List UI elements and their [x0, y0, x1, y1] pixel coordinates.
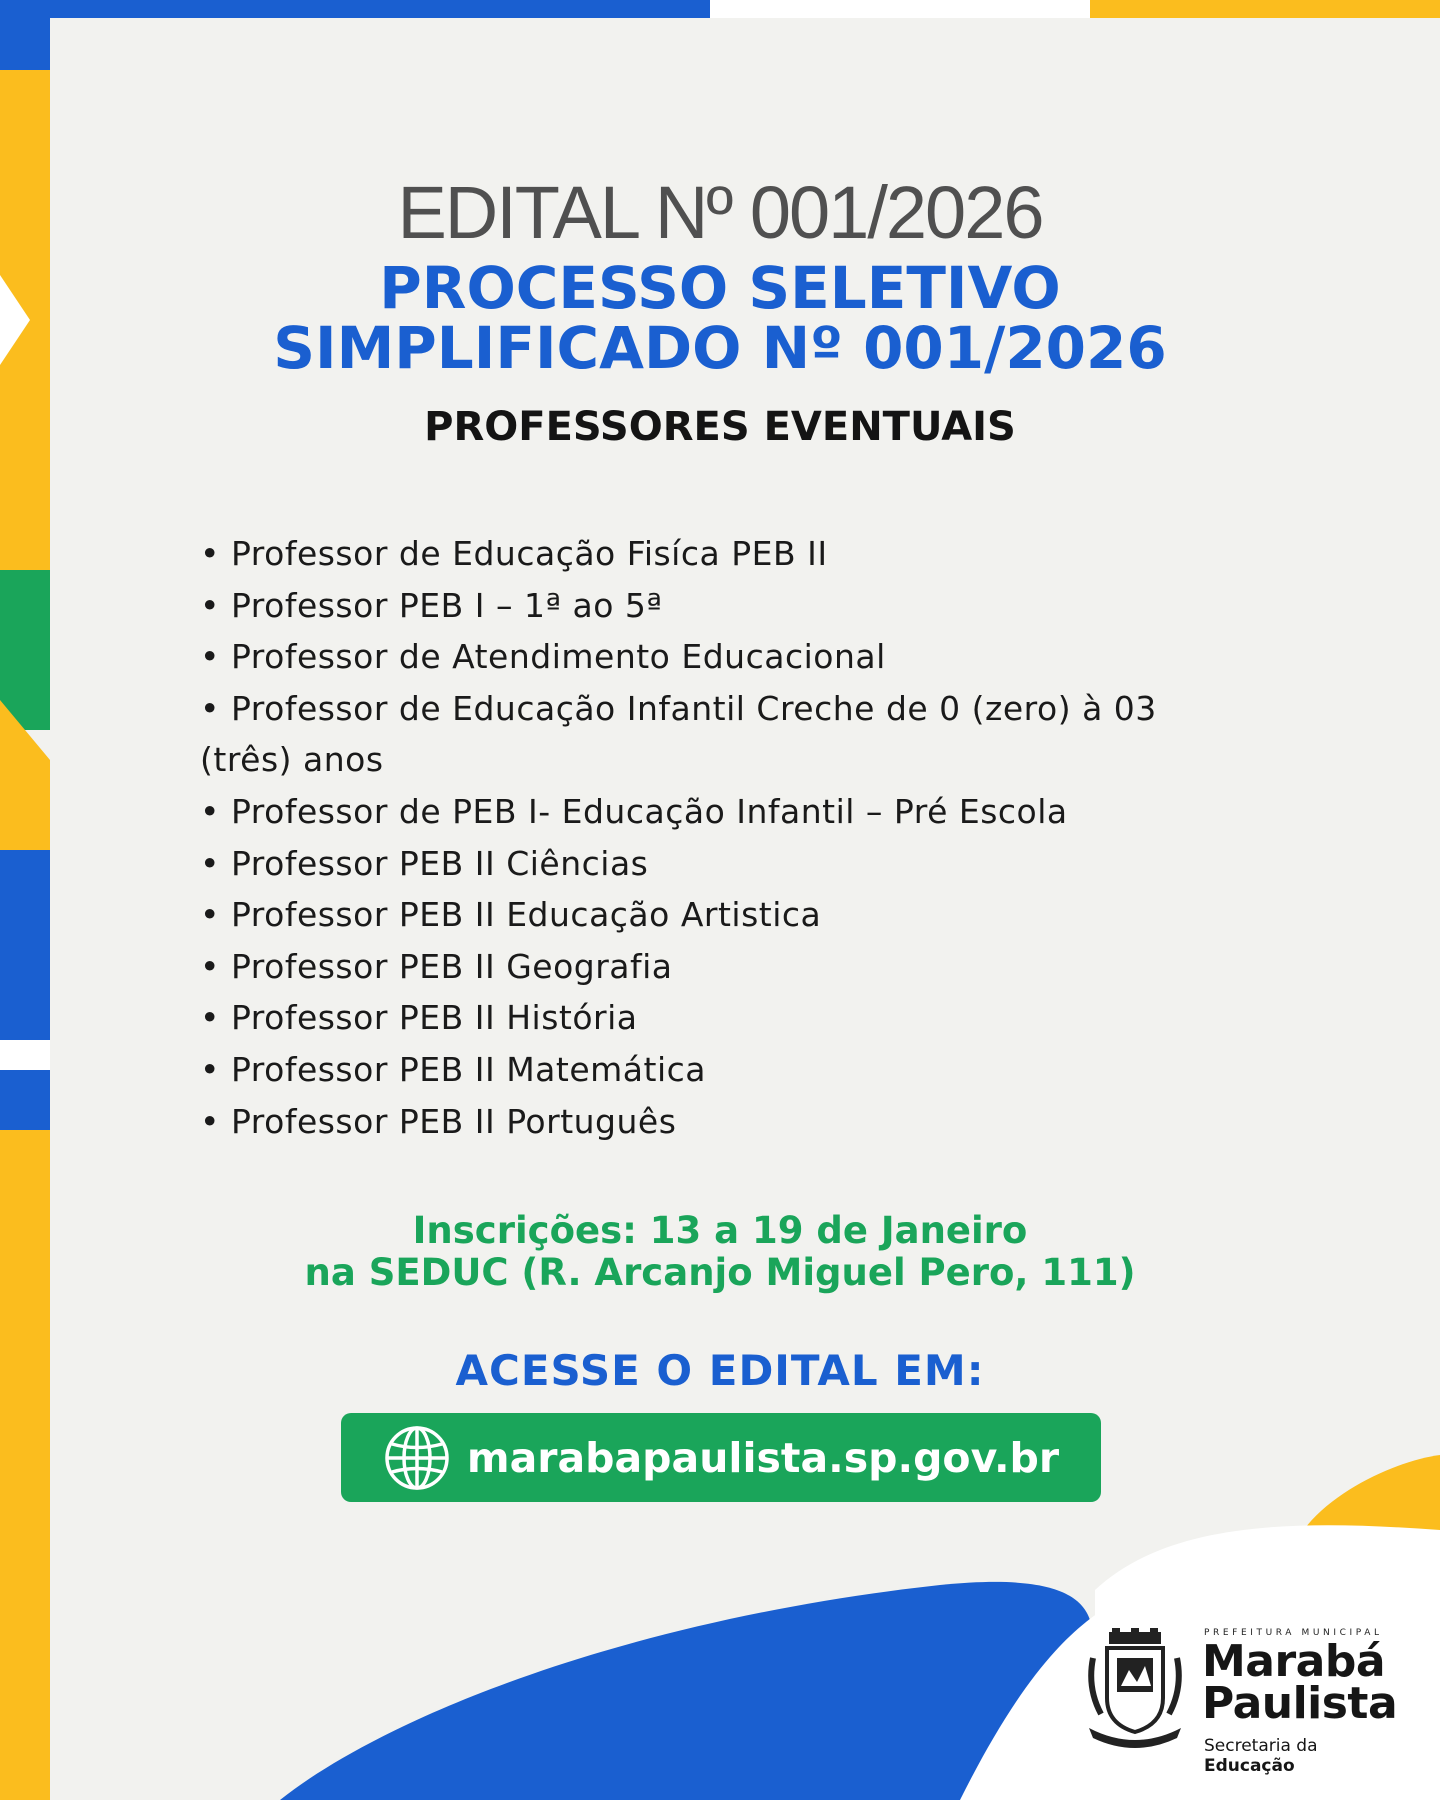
inscricoes-info — [0, 1210, 1440, 1294]
processo-title-line2: SIMPLIFICADO Nº 001/2026 — [273, 314, 1167, 382]
website-link-button[interactable] — [341, 1413, 1101, 1502]
subtitle: PROFESSORES EVENTUAIS — [424, 404, 1016, 450]
role-item: • Professor de Educação Infantil Creche de 0 (zero) à 03 (três) anos — [200, 683, 1240, 786]
role-item: • Professor PEB II Matemática — [200, 1044, 1260, 1096]
globe-icon — [383, 1424, 451, 1492]
city-name-line1: Marabá — [1202, 1636, 1386, 1687]
role-item: • Professor de Atendimento Educacional — [200, 631, 1260, 683]
inscricoes-location: na SEDUC (R. Arcanjo Miguel Pero, 111) — [304, 1251, 1136, 1294]
role-item: • Professor PEB II Português — [200, 1096, 1260, 1148]
role-item: • Professor PEB II Geografia — [200, 941, 1260, 993]
role-item: • Professor de Educação Fisíca PEB II — [200, 528, 1260, 580]
processo-title — [0, 254, 1440, 382]
website-url[interactable]: marabapaulista.sp.gov.br — [466, 1433, 1060, 1482]
secretaria-line2: Educação — [1204, 1756, 1295, 1776]
edital-title: EDITAL Nº 001/2026 — [397, 171, 1043, 254]
prefeitura-label: PREFEITURA MUNICIPAL — [1204, 1628, 1383, 1638]
roles-list — [200, 528, 1260, 1147]
inscricoes-dates: Inscrições: 13 a 19 de Janeiro — [412, 1209, 1028, 1252]
processo-title-line1: PROCESSO SELETIVO — [379, 254, 1061, 322]
role-item: • Professor PEB II Educação Artistica — [200, 889, 1260, 941]
secretaria-line1: Secretaria da — [1204, 1736, 1318, 1756]
role-item: • Professor de PEB I- Educação Infantil – Pré Escola — [200, 786, 1260, 838]
role-item: • Professor PEB I – 1ª ao 5ª — [200, 580, 1260, 632]
coat-of-arms-icon — [1085, 1628, 1185, 1753]
role-item: • Professor PEB II Ciências — [200, 838, 1260, 890]
role-item: • Professor PEB II História — [200, 992, 1260, 1044]
prefeitura-logo — [1085, 1628, 1415, 1776]
city-name-line2: Paulista — [1202, 1678, 1398, 1729]
access-label: ACESSE O EDITAL EM: — [455, 1346, 985, 1395]
